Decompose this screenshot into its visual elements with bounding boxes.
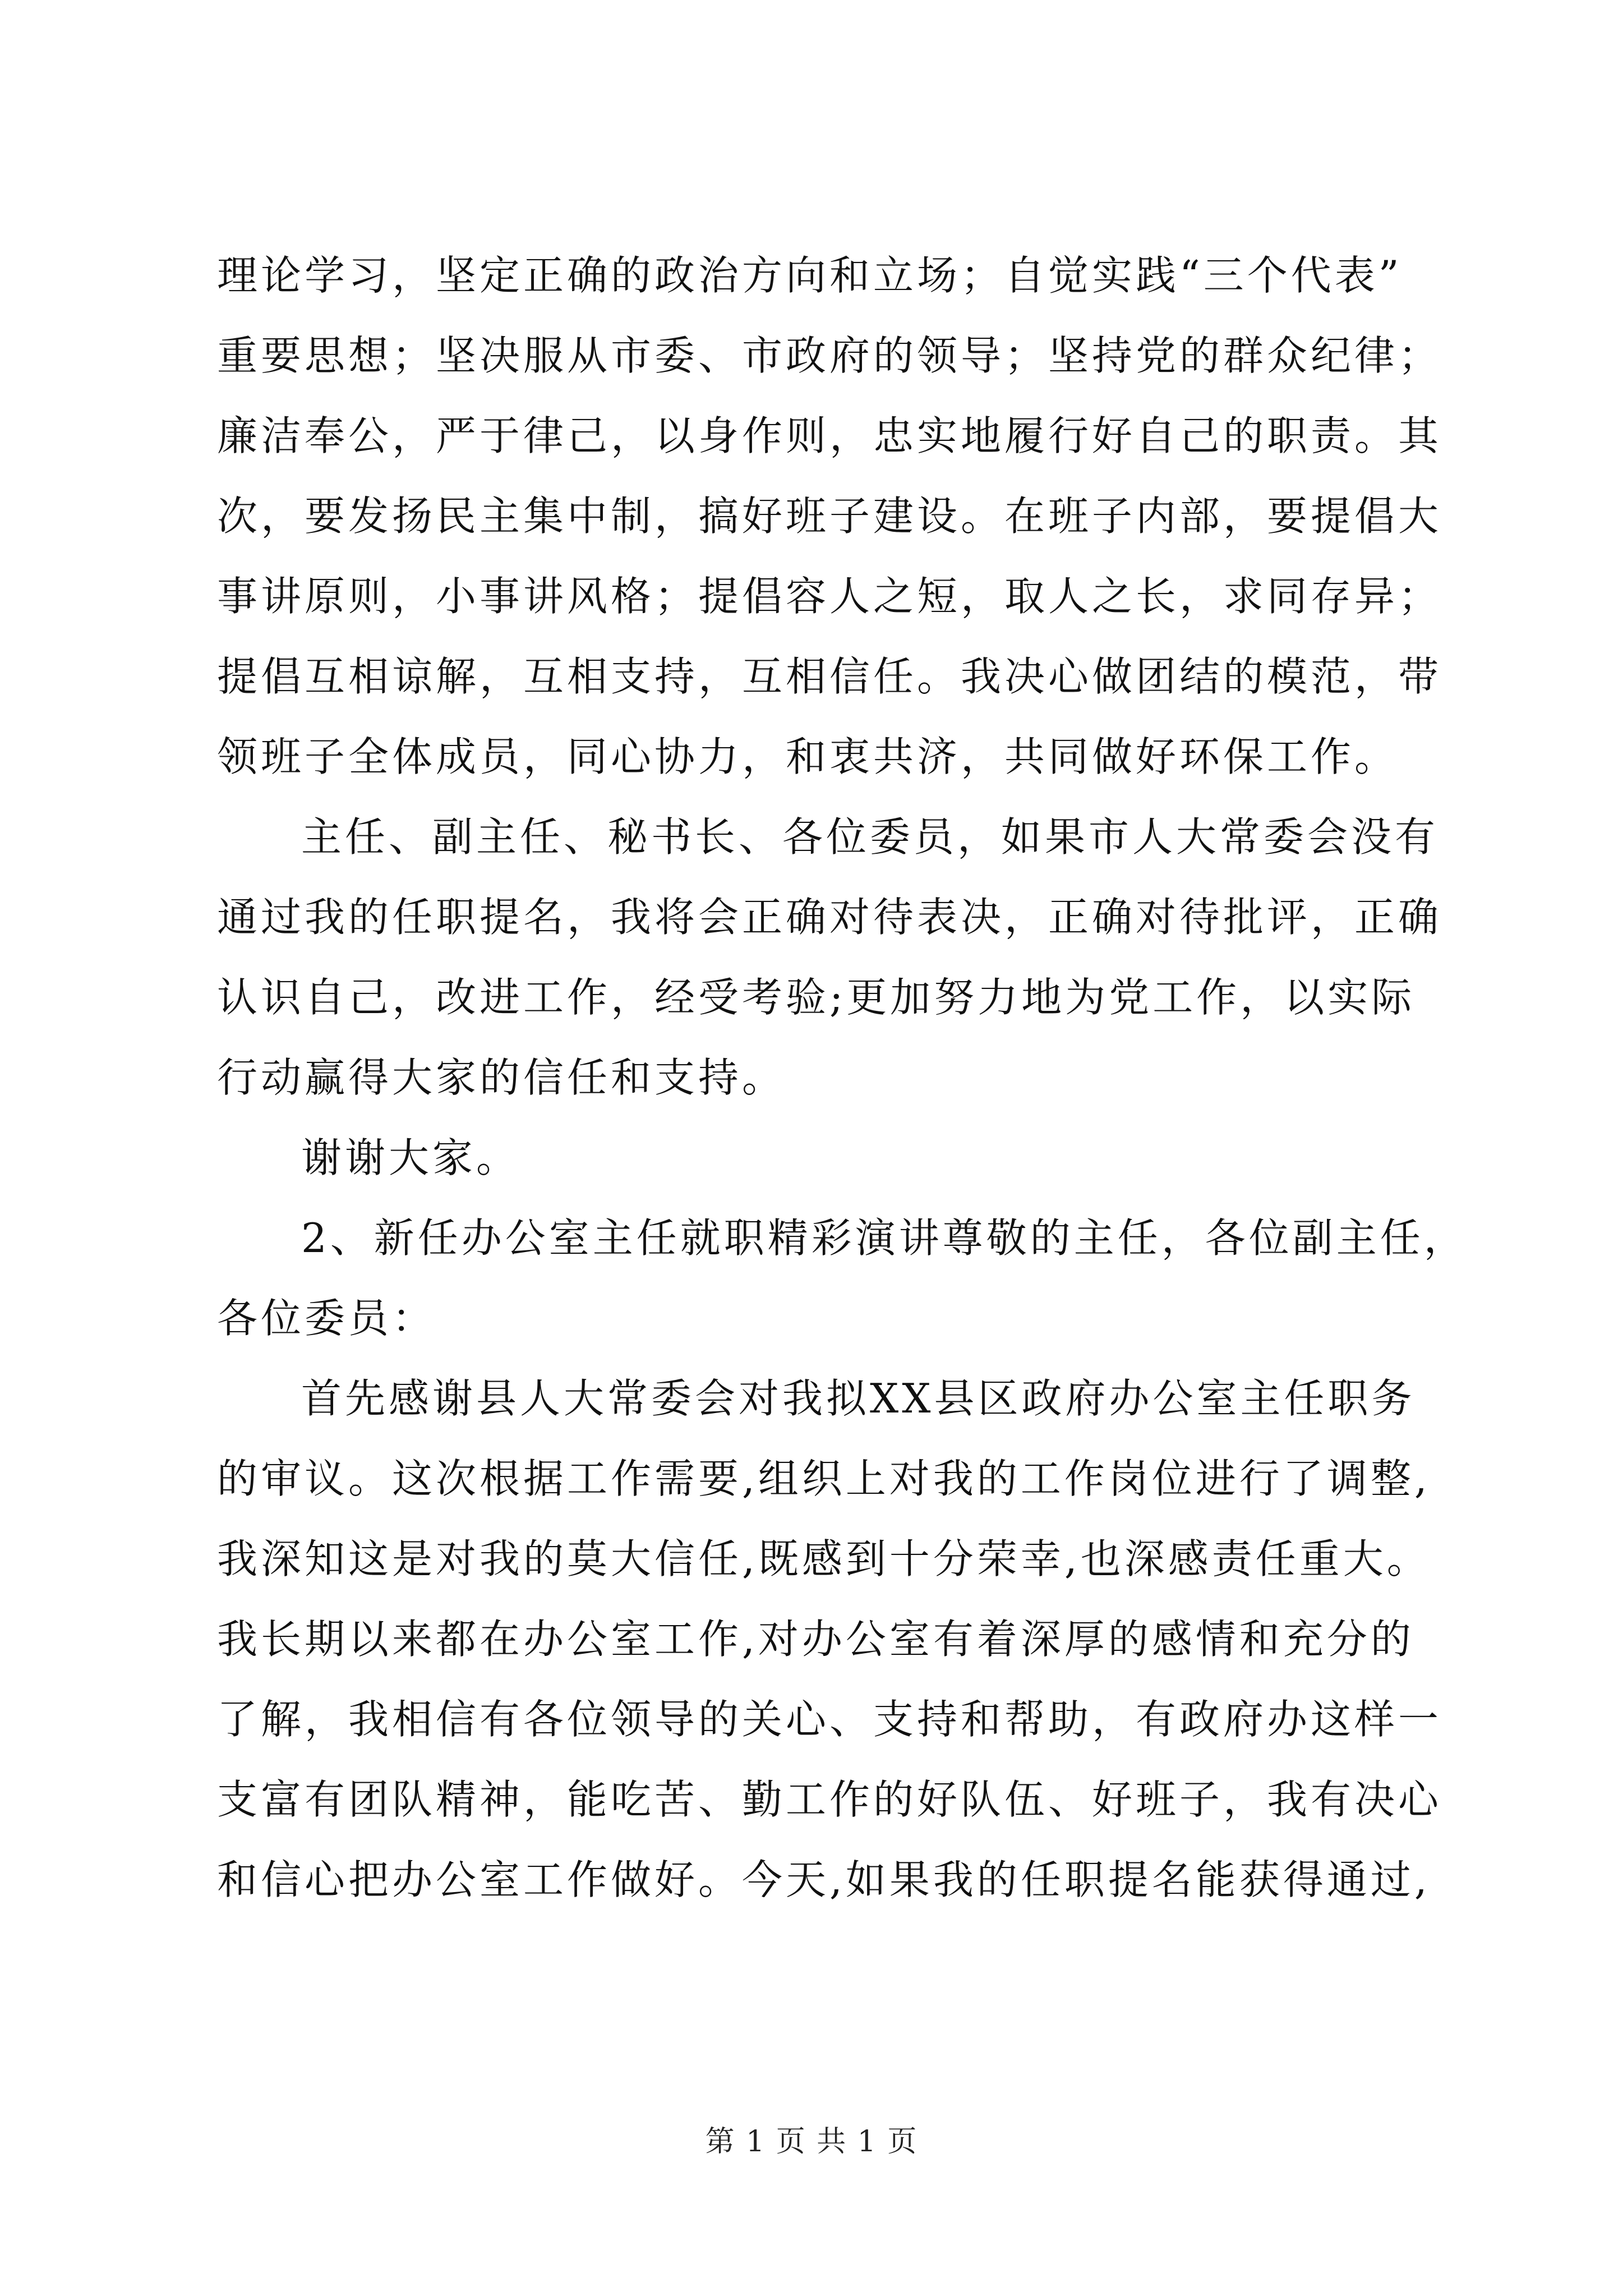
- text-line: 支富有团队精神，能吃苦、勤工作的好队伍、好班子，我有决心: [217, 1776, 1442, 1823]
- text-line: 重要思想；坚决服从市委、市政府的领导；坚持党的群众纪律；: [217, 332, 1442, 379]
- section-heading-line: 2、新任办公室主任就职精彩演讲尊敬的主任，各位副主任，: [301, 1214, 1468, 1262]
- page-number-footer: 第 1 页 共 1 页: [705, 2125, 918, 2159]
- text-line: 我深知这是对我的莫大信任,既感到十分荣幸,也深感责任重大。: [217, 1535, 1431, 1582]
- text-line: 提倡互相谅解，互相支持，互相信任。我决心做团结的模范，带: [217, 653, 1442, 700]
- text-line: 和信心把办公室工作做好。今天,如果我的任职提名能获得通过,: [217, 1856, 1431, 1903]
- text-line: 领班子全体成员，同心协力，和衷共济，共同做好环保工作。: [217, 733, 1399, 780]
- text-line: 通过我的任职提名，我将会正确对待表决，正确对待批评，正确: [217, 894, 1442, 941]
- text-line: 事讲原则，小事讲风格；提倡容人之短，取人之长，求同存异；: [217, 573, 1442, 620]
- text-line: 各位委员：: [217, 1295, 436, 1342]
- text-line: 次，要发扬民主集中制，搞好班子建设。在班子内部，要提倡大: [217, 493, 1442, 540]
- paragraph-first-line: 谢谢大家。: [301, 1134, 520, 1181]
- text-line: 理论学习，坚定正确的政治方向和立场；自觉实践“三个代表”: [217, 252, 1403, 299]
- document-body: [217, 236, 1468, 1920]
- text-line: 认识自己，改进工作，经受考验;更加努力地为党工作，以实际: [217, 974, 1415, 1021]
- text-line: 我长期以来都在办公室工作,对办公室有着深厚的感情和充分的: [217, 1616, 1414, 1663]
- paragraph-first-line: 首先感谢县人大常委会对我拟XX县区政府办公室主任职务: [301, 1375, 1415, 1422]
- text-line: 了解，我相信有各位领导的关心、支持和帮助，有政府办这样一: [217, 1696, 1442, 1743]
- text-line: 行动赢得大家的信任和支持。: [217, 1054, 786, 1101]
- paragraph-first-line: 主任、副主任、秘书长、各位委员，如果市人大常委会没有: [301, 813, 1439, 861]
- text-line: 廉洁奉公，严于律己，以身作则，忠实地履行好自己的职责。其: [217, 412, 1442, 459]
- text-line: 的审议。这次根据工作需要,组织上对我的工作岗位进行了调整,: [217, 1455, 1431, 1502]
